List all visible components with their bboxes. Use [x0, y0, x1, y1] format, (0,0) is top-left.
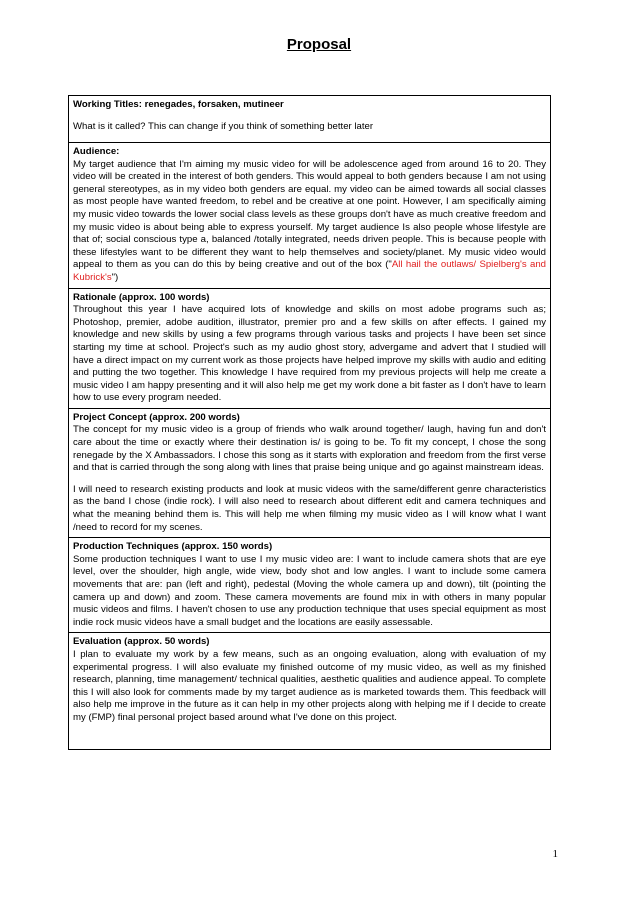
audience-tail: ")	[111, 271, 119, 283]
table-row	[69, 143, 551, 289]
audience-body: My target audience that I'm aiming my music video for will be adolescence aged from around 16 to 20. They video will be created in the interest of both genders. This would appeal to both genders because I am not using general stereotypes, as in my video both genders are equal. my video can be aimed towards all social classes as most people have wanted freedom, to rebel and be creative at one point. However, I am specifically aiming my music video towards the lower social class levels as these groups don't have as much creative freedom and my music video is about being able to express yourself. My target audience Is also people whose lifestyle are that of; social conscious type a, balanced /totally integrated, needs driven people. This is because people with these lifestyles want to be different they want to help themselves and society/planet. My music video would appeal to them as you can do this by being creative and out of the box ("	[73, 158, 546, 271]
production-techniques-body: Some production techniques I want to use I my music video are: I want to include camera shots that are eye level, over the shoulder, high angle, wide view, body shot and low angles. I want to include some camera movements that are: pan (left and right), pedestal (Moving the whole camera up and down), tilt (pointing the camera up and down) and zoom. These camera movements are found mix in with others in many popular music videos and films. I haven't chosen to use any production technique that uses special equipment as most indie rock music videos have a small budget and the locations are easily assessable.	[73, 553, 546, 628]
project-concept-cell	[69, 408, 551, 537]
table-row	[69, 96, 551, 143]
audience-cell	[69, 143, 551, 289]
table-row	[69, 633, 551, 750]
production-techniques-cell	[69, 538, 551, 633]
project-concept-body-1: The concept for my music video is a group of friends who walk around together/ laugh, having fun and don't care about the time or exactly where their destination is/ is going to be. To fit my concept, I chose the song renegade by the X Ambassadors. I chose this song as it starts with exploration and freedom from the first verse and that is carried through the song along with lines that praise being unique and go against mainstream ideas.	[73, 424, 546, 474]
audience-heading: Audience:	[73, 146, 120, 157]
production-techniques-heading: Production Techniques (approx. 150 words)	[73, 541, 273, 553]
evaluation-heading: Evaluation (approx. 50 words)	[73, 636, 210, 648]
proposal-table	[68, 95, 551, 750]
document-title: Proposal	[286, 36, 352, 53]
rationale-body: Throughout this year I have acquired lots of knowledge and skills on most adobe programs such as; Photoshop, premier, adobe audition, illustrator, premier pro and a few skills on after effects. I gained my knowledge and new skills by using a few programs through various tasks and projects I have been set since starting my time at school. Project's such as my audio ghost story, advergame and advert that I studied will have a direct impact on my current work as those projects have helped improve my skills with audio and editing and putting the two together. This knowledge I have required from my previous projects will help me create a music video I am happy presenting and it will also help me get my work done a bit faster as I don't have to learn how to use every program needed.	[73, 304, 546, 404]
project-concept-body-2: I will need to research existing products and look at music videos with the same/different genre characteristics as the band I chose (indie rock). I will also need to research about different edit and camera techniques and what the meaning behind them is. This will help me when filming my music video as I will know what I want /need to record for my scenes.	[73, 483, 546, 533]
table-row	[69, 538, 551, 633]
evaluation-body: I plan to evaluate my work by a few means, such as an ongoing evaluation, along with evaluation of my experimental progress. I will also evaluate my finished outcome of my music video, as well as my finished research, planning, time management/ technical qualities, aesthetic qualities and audience appeal. To complete this I will also look for comments made by my target audience as is marketed towards them. This feedback will also help me improve in the future as it can help in my other projects along with helping me if I decide to create my (FMP) final personal project based around what I've done on this project.	[73, 648, 546, 723]
page-number: 1	[552, 848, 558, 860]
table-row	[69, 408, 551, 537]
rationale-cell	[69, 288, 551, 408]
working-titles-heading: Working Titles: renegades, forsaken, mutineer	[73, 99, 284, 110]
working-titles-body: What is it called? This can change if you think of something better later	[73, 120, 374, 132]
project-concept-heading: Project Concept (approx. 200 words)	[73, 411, 240, 423]
working-titles-cell	[69, 96, 551, 143]
evaluation-cell	[69, 633, 551, 750]
audience-quote: All hail the outlaws/ Spielberg's and Kubrick's	[73, 259, 547, 283]
table-row	[69, 288, 551, 408]
rationale-heading: Rationale (approx. 100 words)	[73, 291, 210, 303]
